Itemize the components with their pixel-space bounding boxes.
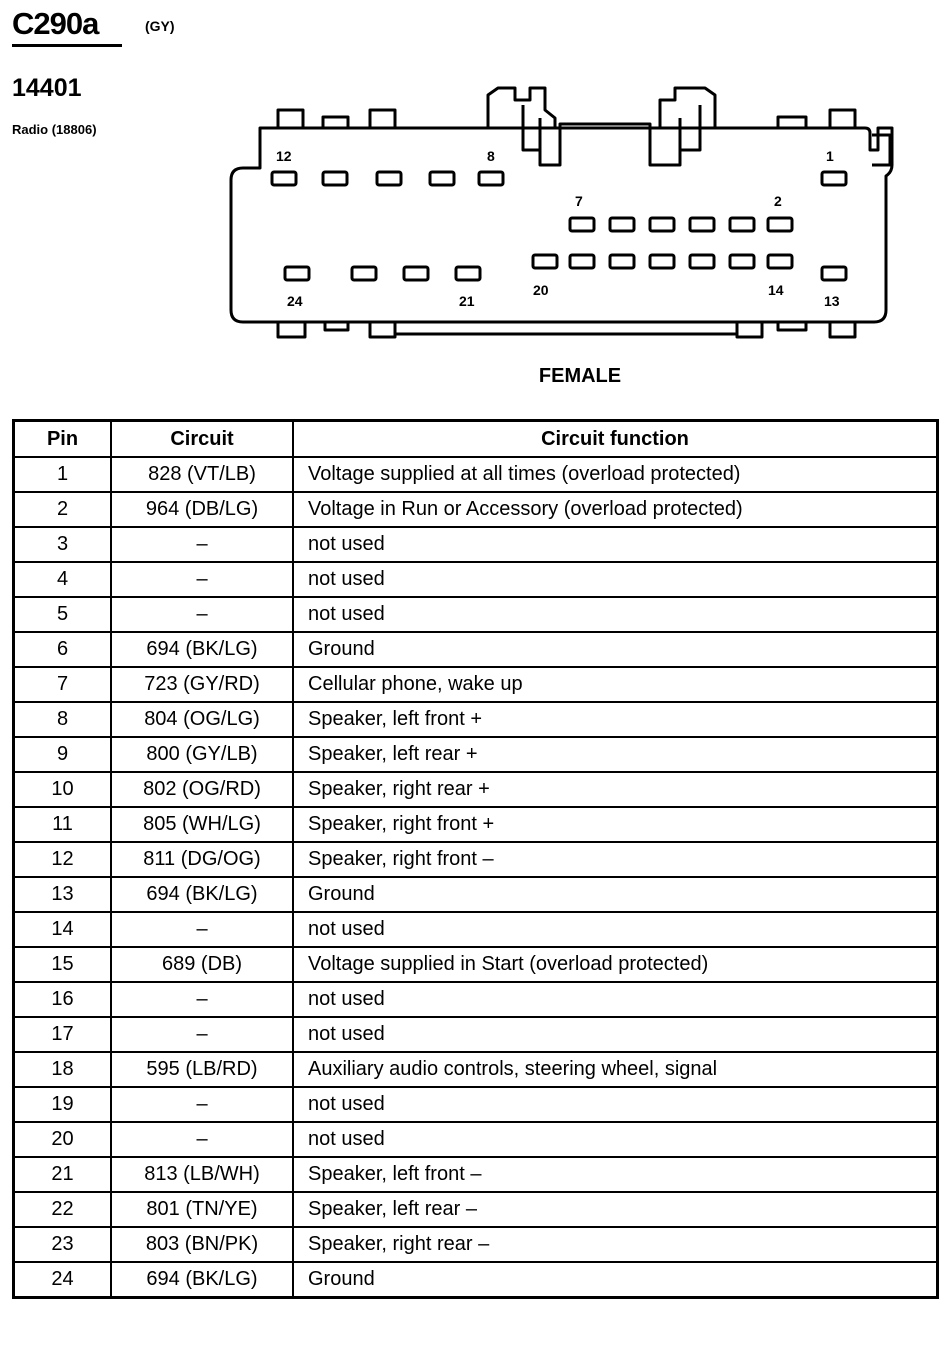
circuit-function: not used	[293, 597, 938, 632]
pin-label-7: 7	[575, 193, 583, 209]
circuit-number: –	[111, 1087, 293, 1122]
circuit-number: 723 (GY/RD)	[111, 667, 293, 702]
circuit-function: not used	[293, 1087, 938, 1122]
circuit-function: Speaker, right rear +	[293, 772, 938, 807]
pin-cavity-8	[479, 172, 503, 185]
pin-cavity-1	[822, 172, 846, 185]
circuit-function: not used	[293, 1017, 938, 1052]
table-row	[14, 1192, 938, 1227]
circuit-function: Voltage in Run or Accessory (overload protected)	[293, 492, 938, 527]
locking-latch	[660, 88, 715, 128]
circuit-number: 813 (LB/WH)	[111, 1157, 293, 1192]
connector-gender-label: FEMALE	[538, 365, 622, 387]
circuit-number: –	[111, 562, 293, 597]
pin-cavity-11	[323, 172, 347, 185]
pin-label-14: 14	[768, 282, 784, 298]
circuit-number: 803 (BN/PK)	[111, 1227, 293, 1262]
circuit-number: 694 (BK/LG)	[111, 632, 293, 667]
circuit-function: Speaker, left rear +	[293, 737, 938, 772]
circuit-number: –	[111, 1017, 293, 1052]
table-row	[14, 457, 938, 492]
table-row	[14, 982, 938, 1017]
top-tab	[323, 117, 348, 128]
pin-number: 2	[14, 492, 112, 527]
header-circuit-function: Circuit function	[293, 421, 938, 458]
pin-cavity-12	[272, 172, 296, 185]
pin-cavity-15	[730, 255, 754, 268]
table-row	[14, 597, 938, 632]
circuit-function: Voltage supplied in Start (overload protected)	[293, 947, 938, 982]
top-tab	[278, 110, 303, 128]
pin-number: 10	[14, 772, 112, 807]
table-row	[14, 527, 938, 562]
table-row	[14, 737, 938, 772]
bottom-tab	[737, 322, 762, 337]
circuit-function: not used	[293, 562, 938, 597]
pin-cavity-13	[822, 267, 846, 280]
circuit-function: Voltage supplied at all times (overload protected)	[293, 457, 938, 492]
pin-label-2: 2	[774, 193, 782, 209]
pin-number: 21	[14, 1157, 112, 1192]
pin-cavity-22	[404, 267, 428, 280]
pin-number: 12	[14, 842, 112, 877]
connector-color: (GY)	[145, 18, 175, 34]
pin-number: 7	[14, 667, 112, 702]
table-row	[14, 772, 938, 807]
pin-cavity-17	[650, 255, 674, 268]
table-row	[14, 912, 938, 947]
table-row	[14, 877, 938, 912]
circuit-function: not used	[293, 1122, 938, 1157]
pin-cavity-2	[768, 218, 792, 231]
table-row	[14, 562, 938, 597]
table-row	[14, 947, 938, 982]
table-row	[14, 632, 938, 667]
pin-number: 22	[14, 1192, 112, 1227]
pin-label-21: 21	[459, 293, 475, 309]
pin-number: 1	[14, 457, 112, 492]
pin-number: 5	[14, 597, 112, 632]
pin-number: 4	[14, 562, 112, 597]
pin-cavity-6	[610, 218, 634, 231]
bottom-tab	[278, 322, 305, 337]
top-tab	[778, 117, 806, 128]
circuit-function: Ground	[293, 1262, 938, 1298]
pinout-table-body	[14, 457, 938, 1298]
pin-cavity-5	[650, 218, 674, 231]
top-tab	[370, 110, 395, 128]
pin-cavity-18	[610, 255, 634, 268]
pin-label-1: 1	[826, 148, 834, 164]
circuit-number: –	[111, 527, 293, 562]
pin-cavity-14	[768, 255, 792, 268]
pin-number: 8	[14, 702, 112, 737]
pin-number: 11	[14, 807, 112, 842]
table-row	[14, 492, 938, 527]
bottom-tab	[830, 322, 855, 337]
pin-number: 16	[14, 982, 112, 1017]
table-row	[14, 1227, 938, 1262]
circuit-number: –	[111, 912, 293, 947]
circuit-number: 694 (BK/LG)	[111, 1262, 293, 1298]
circuit-function: Auxiliary audio controls, steering wheel, signal	[293, 1052, 938, 1087]
circuit-function: not used	[293, 982, 938, 1017]
circuit-number: 964 (DB/LG)	[111, 492, 293, 527]
pin-number: 17	[14, 1017, 112, 1052]
pin-cavity-19	[570, 255, 594, 268]
pin-number: 9	[14, 737, 112, 772]
table-row	[14, 1157, 938, 1192]
table-row	[14, 1087, 938, 1122]
component-name: Radio (18806)	[12, 122, 97, 137]
table-row	[14, 842, 938, 877]
circuit-function: Speaker, right rear –	[293, 1227, 938, 1262]
circuit-function: Ground	[293, 877, 938, 912]
pin-cavity-24	[285, 267, 309, 280]
circuit-function: Speaker, right front –	[293, 842, 938, 877]
circuit-function: Ground	[293, 632, 938, 667]
circuit-number: 811 (DG/OG)	[111, 842, 293, 877]
pin-number: 19	[14, 1087, 112, 1122]
circuit-number: –	[111, 982, 293, 1017]
pin-cavity-3	[730, 218, 754, 231]
table-row	[14, 807, 938, 842]
table-row	[14, 667, 938, 702]
pin-cavity-20	[533, 255, 557, 268]
circuit-number: 828 (VT/LB)	[111, 457, 293, 492]
pin-number: 13	[14, 877, 112, 912]
pin-number: 20	[14, 1122, 112, 1157]
circuit-number: 804 (OG/LG)	[111, 702, 293, 737]
pin-cavity-21	[456, 267, 480, 280]
table-row	[14, 702, 938, 737]
table-row	[14, 1017, 938, 1052]
circuit-number: 689 (DB)	[111, 947, 293, 982]
connector-face-diagram	[0, 0, 951, 360]
circuit-number: –	[111, 597, 293, 632]
pin-label-12: 12	[276, 148, 292, 164]
pin-cavity-4	[690, 218, 714, 231]
circuit-function: Speaker, left front –	[293, 1157, 938, 1192]
pin-cavity-16	[690, 255, 714, 268]
circuit-number: 800 (GY/LB)	[111, 737, 293, 772]
pin-number: 24	[14, 1262, 112, 1298]
circuit-number: 802 (OG/RD)	[111, 772, 293, 807]
circuit-function: not used	[293, 912, 938, 947]
circuit-number: 694 (BK/LG)	[111, 877, 293, 912]
top-tab	[830, 110, 855, 128]
pin-label-8: 8	[487, 148, 495, 164]
circuit-number: 805 (WH/LG)	[111, 807, 293, 842]
table-header-row	[14, 421, 938, 458]
circuit-function: not used	[293, 527, 938, 562]
pin-cavity-10	[377, 172, 401, 185]
part-number: 14401	[12, 74, 82, 102]
header-pin: Pin	[14, 421, 112, 458]
pin-number: 3	[14, 527, 112, 562]
circuit-number: –	[111, 1122, 293, 1157]
pin-label-13: 13	[824, 293, 840, 309]
table-row	[14, 1122, 938, 1157]
pin-number: 6	[14, 632, 112, 667]
pin-label-20: 20	[533, 282, 549, 298]
pinout-table	[12, 419, 939, 1299]
pin-cavity-7	[570, 218, 594, 231]
table-row	[14, 1262, 938, 1298]
circuit-function: Speaker, left front +	[293, 702, 938, 737]
bottom-tab	[370, 322, 395, 337]
circuit-function: Speaker, left rear –	[293, 1192, 938, 1227]
pin-cavity-9	[430, 172, 454, 185]
circuit-number: 595 (LB/RD)	[111, 1052, 293, 1087]
table-row	[14, 1052, 938, 1087]
header-circuit: Circuit	[111, 421, 293, 458]
pin-cavity-23	[352, 267, 376, 280]
circuit-function: Speaker, right front +	[293, 807, 938, 842]
pin-number: 18	[14, 1052, 112, 1087]
pin-number: 15	[14, 947, 112, 982]
pin-label-24: 24	[287, 293, 303, 309]
pin-number: 14	[14, 912, 112, 947]
circuit-function: Cellular phone, wake up	[293, 667, 938, 702]
pin-number: 23	[14, 1227, 112, 1262]
circuit-number: 801 (TN/YE)	[111, 1192, 293, 1227]
connector-id: C290a	[12, 6, 99, 41]
